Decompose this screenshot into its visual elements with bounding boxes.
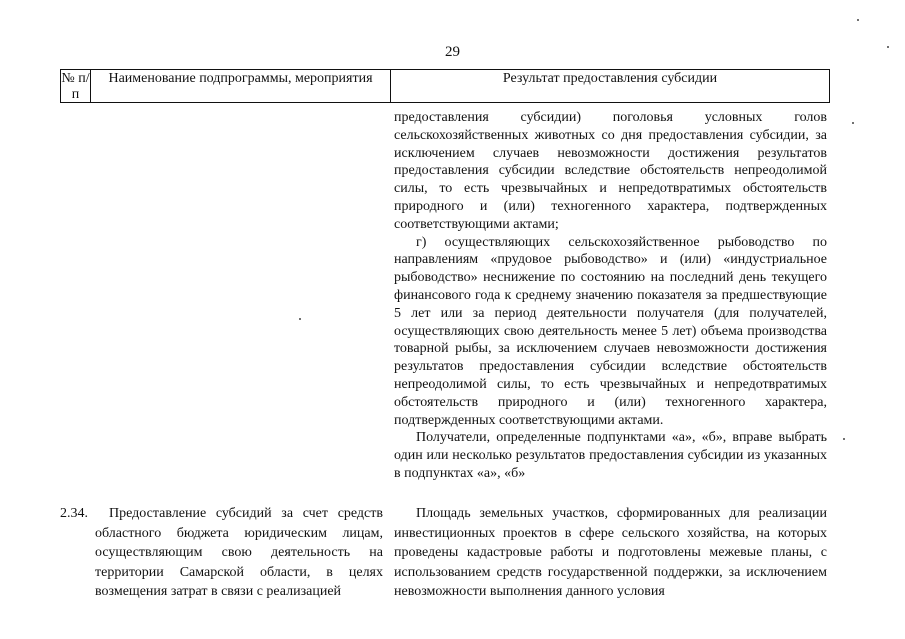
row-name-text: Предоставление субсидий за счет средств областного бюджета юридическим лицам, осуществляющим свою деятельность на территории Самарской области, в целях возмещения затрат в связи с реализацией bbox=[95, 506, 383, 599]
result-paragraph-2: г) осуществляющих сельскохозяйственное рыбоводство по направлениям «прудовое рыбоводство» и (или) «индустриальное рыбоводство» неснижение по состоянию на последний день текущего финансового года к среднему значению показателя за предшествующие 5 лет или за период деятельности получателя (для получателей, осуществляющих свою деятельность менее 5 лет) объема производства товарной рыбы, за исключением случаев невозможности достижения результатов предоставления субсидии вследствие обстоятельств непреодолимой силы, то есть чрезвычайных и непредотвратимых обстоятельств природного и (или) техногенного характера, подтвержденных соответствующими актами. bbox=[394, 234, 827, 428]
row-result-cell bbox=[394, 504, 827, 602]
row-name-cell bbox=[95, 504, 383, 602]
result-paragraph-3: Получатели, определенные подпунктами «а», «б», вправе выбрать один или несколько результатов предоставления субсидии из указанных в подпунктах «а», «б» bbox=[394, 430, 827, 481]
scan-speck bbox=[299, 318, 301, 320]
scan-speck bbox=[843, 438, 845, 440]
table-header bbox=[60, 69, 830, 103]
header-col-result: Результат предоставления субсидии bbox=[502, 71, 718, 86]
scan-speck bbox=[887, 46, 889, 48]
row-number: 2.34. bbox=[60, 506, 88, 521]
page-number: 29 bbox=[445, 44, 460, 60]
scan-speck bbox=[852, 122, 854, 124]
scan-speck bbox=[857, 19, 859, 21]
result-paragraph-1: предоставления субсидии) поголовья условных голов сельскохозяйственных животных со дня предоставления субсидии, за исключением случаев невозможности достижения результатов предоставления субсидии вследствие обстоятельств непреодолимой силы, то есть чрезвычайных и непредотвратимых обстоятельств природного и (или) техногенного характера, подтвержденных соответствующими актами; bbox=[394, 110, 827, 232]
row-result-text: Площадь земельных участков, сформированных для реализации инвестиционных проектов в сфере сельского хозяйства, на которых проведены кадастровые работы и подготовлены межевые планы, с использованием средств государственной поддержки, за исключением невозможности выполнения данного условия bbox=[394, 506, 827, 599]
header-col-number: № п/п bbox=[61, 71, 90, 102]
continued-result-cell bbox=[394, 109, 827, 483]
header-col-name: Наименование подпрограммы, мероприятия bbox=[91, 70, 391, 102]
